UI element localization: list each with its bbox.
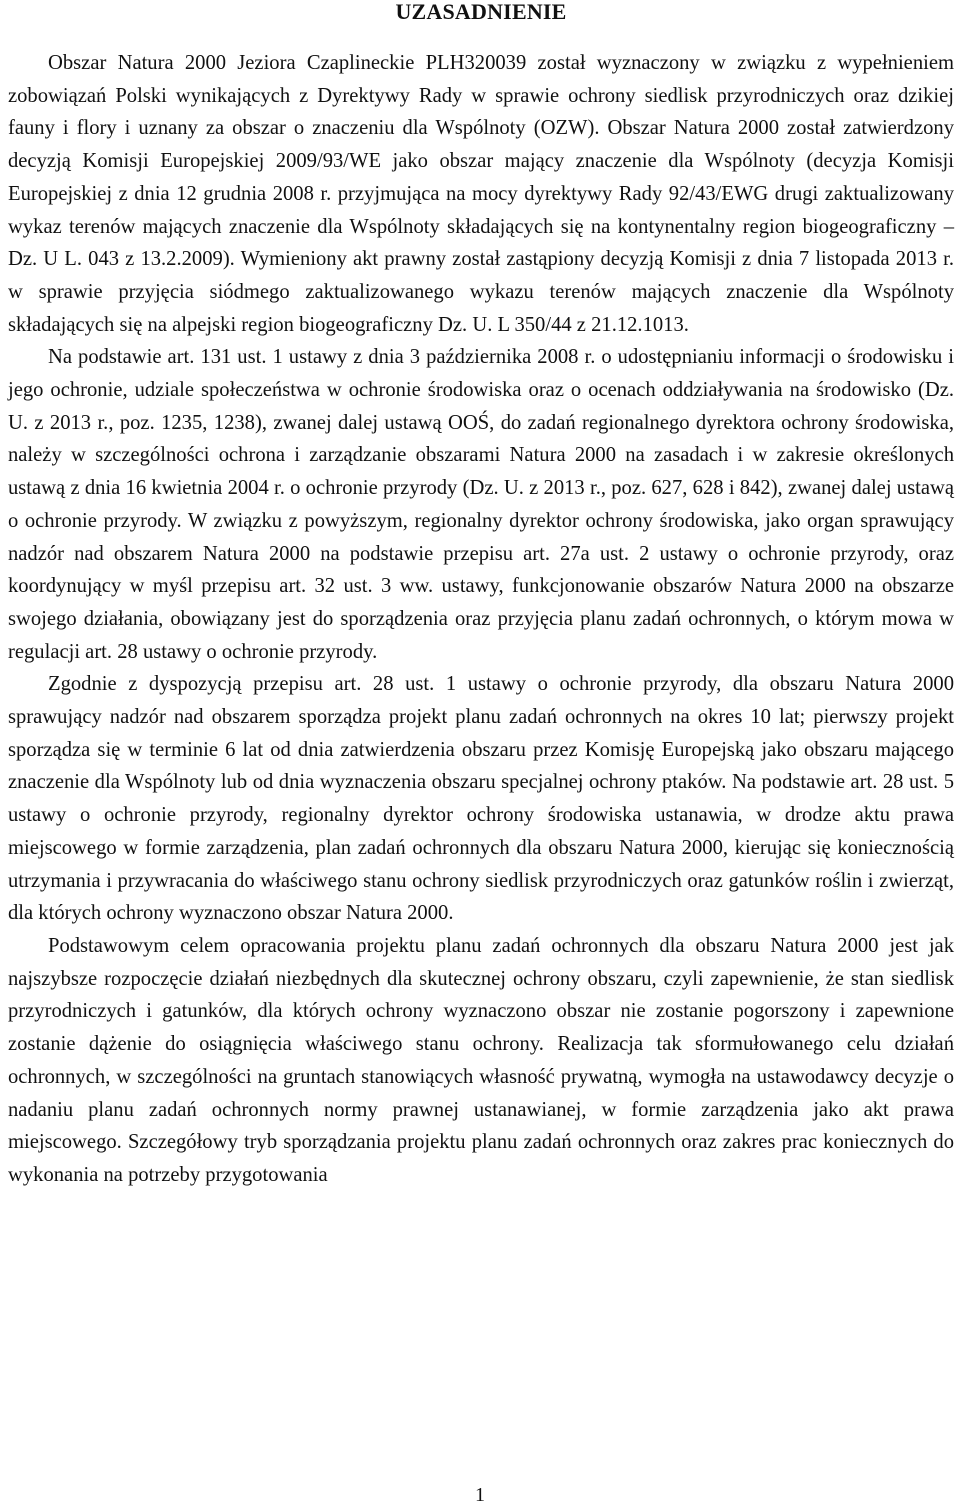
paragraph-natura-designation: Obszar Natura 2000 Jeziora Czaplineckie PLH320039 został wyznaczony w związku z wypełnieniem zobowiązań Polski wynikających z Dyrektywy Rady w sprawie ochrony siedlisk przyrodniczych oraz dzikiej fauny i flory i uznany za obszar o znaczeniu dla Wspólnoty (OZW). Obszar Natura 2000 został zatwierdzony decyzją Komisji Europejskiej 2009/93/WE jako obszar mający znaczenie dla Wspólnoty (decyzja Komisji Europejskiej z dnia 12 grudnia 2008 r. przyjmująca na mocy dyrektywy Rady 92/43/EWG drugi zaktualizowany wykaz terenów mających znaczenie dla Wspólnoty składających się na kontynentalny region biogeograficzny – Dz. U L. 043 z 13.2.2009). Wymieniony akt prawny został zastąpiony decyzją Komisji z dnia 7 listopada 2013 r. w sprawie przyjęcia siódmego zaktualizowanego wykazu terenów mających znaczenie dla Wspólnoty składających się na alpejski region biogeograficzny Dz. U. L 350/44 z 21.12.1013. [8, 52, 954, 336]
document-title: UZASADNIENIE [395, 0, 567, 24]
paragraph-plan-obligation: Zgodnie z dyspozycją przepisu art. 28 ust. 1 ustawy o ochronie przyrody, dla obszaru Natura 2000 sprawujący nadzór nad obszarem sporządza projekt planu zadań ochronnych na okres 10 lat; pierwszy projekt sporządza się w terminie 6 lat od dnia zatwierdzenia obszaru przez Komisję Europejską jako obszaru mającego znaczenie dla Wspólnoty lub od dnia wyznaczenia obszaru specjalnej ochrony ptaków. Na podstawie art. 28 ust. 5 ustawy o ochronie przyrody, regionalny dyrektor ochrony środowiska ustanawia, w drodze aktu prawa miejscowego w formie zarządzenia, plan zadań ochronnych dla obszaru Natura 2000, kierując się koniecznością utrzymania i przywracania do właściwego stanu ochrony siedlisk przyrodniczych oraz gatunków roślin i zwierząt, dla których ochrony wyznaczono obszar Natura 2000. [8, 673, 954, 925]
page-number: 1 [475, 1484, 485, 1506]
paragraph-legal-basis: Na podstawie art. 131 ust. 1 ustawy z dnia 3 października 2008 r. o udostępnianiu informacji o środowisku i jego ochronie, udziale społeczeństwa w ochronie środowiska oraz o ocenach oddziaływania na środowisko (Dz. U. z 2013 r., poz. 1235, 1238), zwanej dalej ustawą OOŚ, do zadań regionalnego dyrektora ochrony środowiska, należy w szczególności ochrona i zarządzanie obszarami Natura 2000 na zasadach i w zakresie określonych ustawą z dnia 16 kwietnia 2004 r. o ochronie przyrody (Dz. U. z 2013 r., poz. 627, 628 i 842), zwanej dalej ustawą o ochronie przyrody. W związku z powyższym, regionalny dyrektor ochrony środowiska, jako organ sprawujący nadzór nad obszarem Natura 2000 na podstawie przepisu art. 27a ust. 2 ustawy o ochronie przyrody, oraz koordynujący w myśl przepisu art. 32 ust. 3 ww. ustawy, funkcjonowanie obszarów Natura 2000 na obszarze swojego działania, obowiązany jest do sporządzenia oraz przyjęcia planu zadań ochronnych, o którym mowa w regulacji art. 28 ustawy o ochronie przyrody. [8, 346, 954, 663]
paragraph-plan-purpose: Podstawowym celem opracowania projektu planu zadań ochronnych dla obszaru Natura 2000 jest jak najszybsze rozpoczęcie działań niezbędnych dla skutecznej ochrony obszaru, czyli zapewnienie, że stan siedlisk przyrodniczych i gatunków, dla których ochrony wyznaczono obszar nie zostanie pogorszony i zapewnione zostanie dążenie do osiągnięcia właściwego stanu ochrony. Realizacja tak sformułowanego celu działań ochronnych, w szczególności na gruntach stanowiących własność prywatną, wymogła na ustawodawcy decyzje o nadaniu planu zadań ochronnych normy prawnej ustanawianej, w formie zarządzenia jako akt prawa miejscowego. Szczegółowy tryb sporządzania projektu planu zadań ochronnych oraz zakres prac koniecznych do wykonania na potrzeby przygotowania [8, 934, 954, 1186]
document-page [8, 0, 954, 1192]
